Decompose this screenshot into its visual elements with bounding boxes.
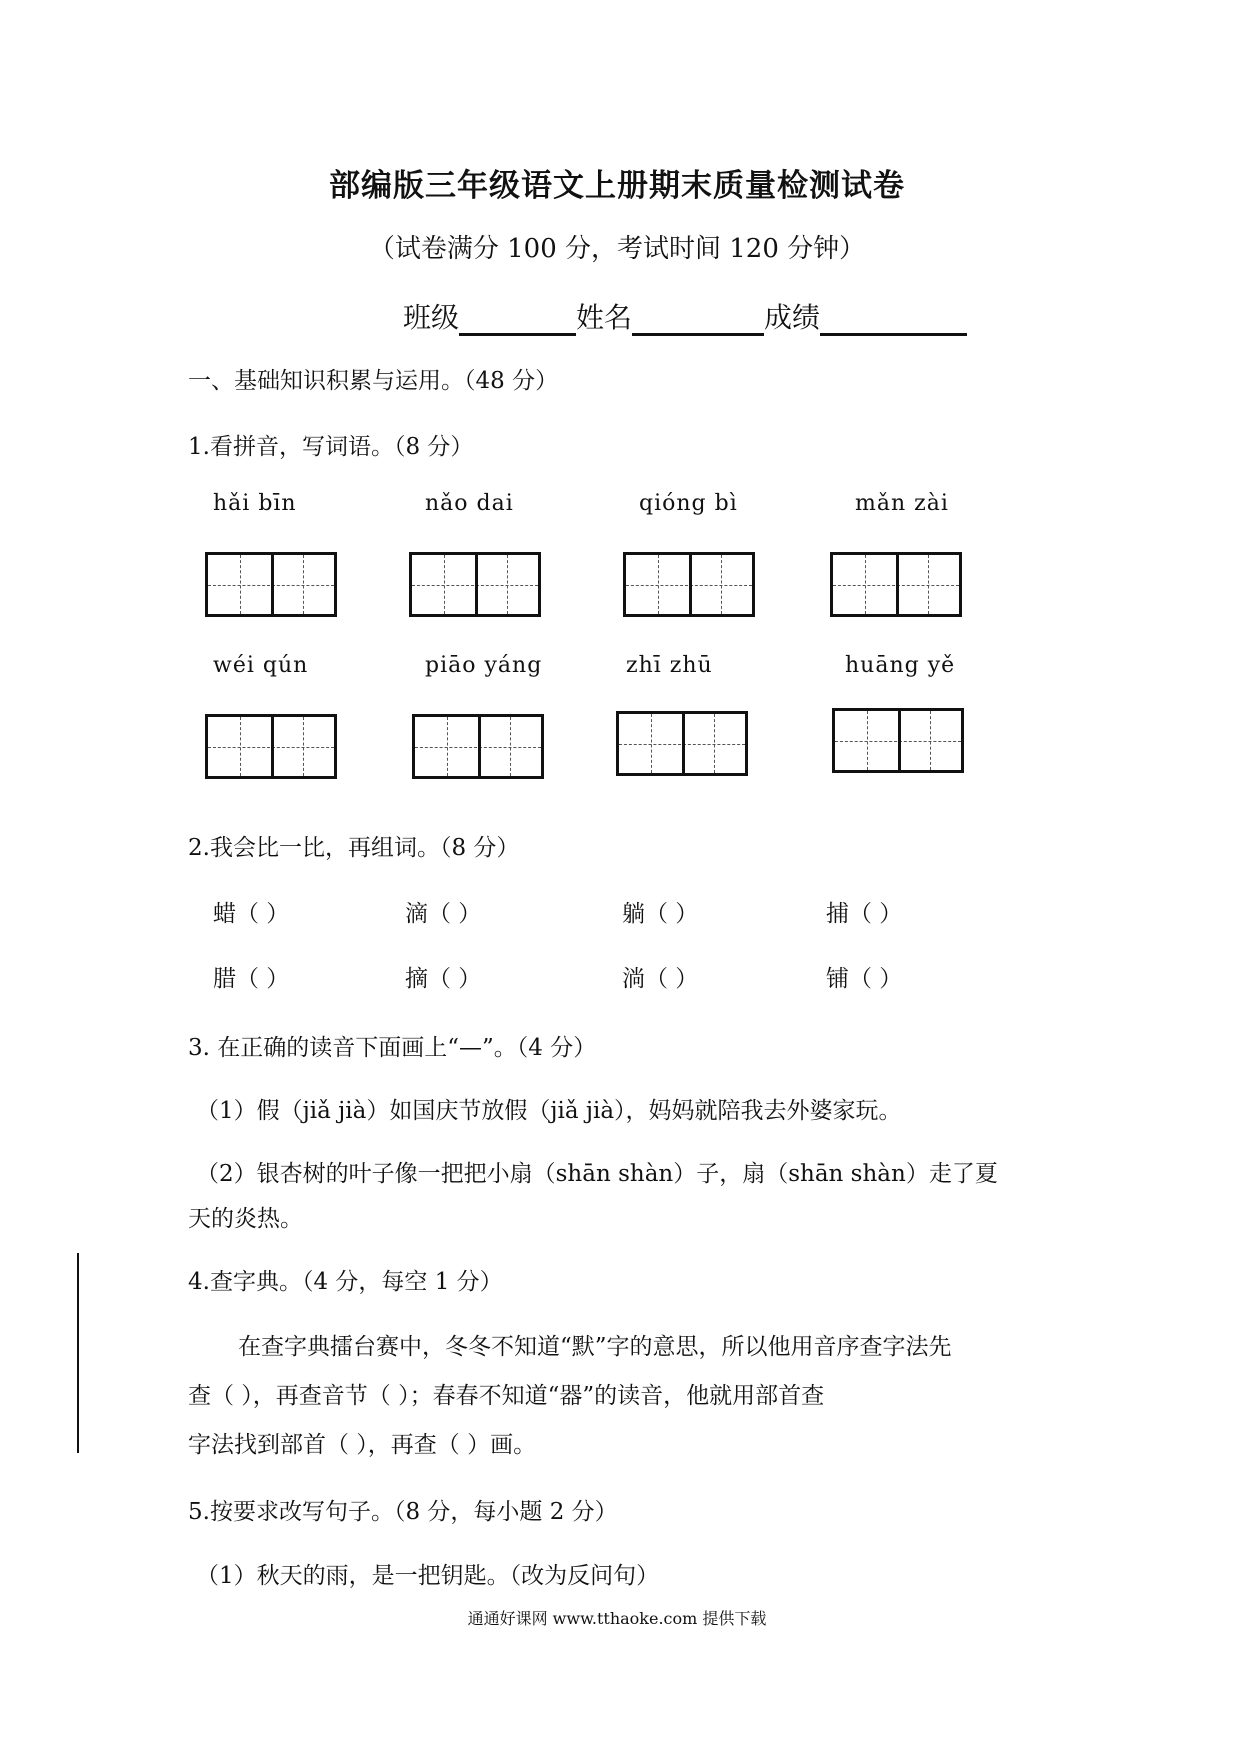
question-2-title: 2.我会比一比，再组词。（8 分） bbox=[188, 835, 520, 861]
class-label: 班级 bbox=[403, 301, 460, 334]
pinyin-5: wéi qún bbox=[213, 653, 309, 678]
writing-grid[interactable] bbox=[205, 552, 337, 617]
question-3-title: 3. 在正确的读音下面画上“—”。（4 分） bbox=[188, 1035, 597, 1061]
word-item: 腊（ ） bbox=[213, 966, 290, 992]
name-label: 姓名 bbox=[576, 301, 633, 334]
word-item: 摘（ ） bbox=[405, 966, 482, 992]
question-3-sentence-2: （2）银杏树的叶子像一把把小扇（shān shàn）子，扇（shān shàn）走了夏 bbox=[196, 1161, 998, 1187]
name-blank[interactable] bbox=[632, 303, 764, 336]
word-item: 躺（ ） bbox=[622, 901, 699, 927]
pinyin-2: nǎo dai bbox=[425, 491, 514, 516]
footer: 通通好课网 www.tthaoke.com 提供下载 bbox=[467, 1609, 767, 1628]
score-blank[interactable] bbox=[820, 303, 967, 336]
question-3-sentence-1: （1）假（jiǎ jià）如国庆节放假（jiǎ jià），妈妈就陪我去外婆家玩。 bbox=[196, 1098, 902, 1124]
student-info bbox=[403, 296, 967, 336]
writing-grid[interactable] bbox=[616, 711, 748, 776]
question-5-sentence-1: （1）秋天的雨，是一把钥匙。（改为反问句） bbox=[196, 1563, 660, 1589]
question-4-paragraph-1: 在查字典擂台赛中，冬冬不知道“默”字的意思，所以他用音序查字法先 bbox=[238, 1334, 952, 1360]
question-4-title: 4.查字典。（4 分，每空 1 分） bbox=[188, 1269, 503, 1295]
word-item: 捕（ ） bbox=[826, 901, 903, 927]
question-4-paragraph-3: 字法找到部首（ ），再查（ ）画。 bbox=[188, 1432, 537, 1458]
pinyin-6: piāo yáng bbox=[425, 653, 543, 678]
word-item: 淌（ ） bbox=[622, 966, 699, 992]
pinyin-8: huāng yě bbox=[845, 653, 956, 678]
pinyin-3: qióng bì bbox=[639, 491, 738, 516]
writing-grid[interactable] bbox=[623, 552, 755, 617]
class-blank[interactable] bbox=[459, 303, 576, 336]
writing-grid[interactable] bbox=[412, 714, 544, 779]
score-label: 成绩 bbox=[764, 301, 821, 334]
question-1-title: 1.看拼音，写词语。（8 分） bbox=[188, 434, 474, 460]
pinyin-1: hǎi bīn bbox=[213, 491, 297, 516]
section-heading: 一、基础知识积累与运用。（48 分） bbox=[188, 368, 559, 394]
margin-line bbox=[77, 1253, 79, 1453]
writing-grid[interactable] bbox=[830, 552, 962, 617]
pinyin-4: mǎn zài bbox=[855, 491, 949, 516]
exam-subtitle: （试卷满分 100 分，考试时间 120 分钟） bbox=[368, 234, 866, 264]
question-3-sentence-2-cont: 天的炎热。 bbox=[188, 1206, 303, 1232]
question-5-title: 5.按要求改写句子。（8 分，每小题 2 分） bbox=[188, 1499, 618, 1525]
page-title: 部编版三年级语文上册期末质量检测试卷 bbox=[329, 168, 905, 204]
word-item: 铺（ ） bbox=[826, 966, 903, 992]
writing-grid[interactable] bbox=[409, 552, 541, 617]
question-4-paragraph-2: 查（ ），再查音节（ ）；春春不知道“器”的读音，他就用部首查 bbox=[188, 1383, 825, 1409]
word-item: 滴（ ） bbox=[405, 901, 482, 927]
writing-grid[interactable] bbox=[832, 708, 964, 773]
pinyin-7: zhī zhū bbox=[626, 653, 713, 678]
writing-grid[interactable] bbox=[205, 714, 337, 779]
word-item: 蜡（ ） bbox=[213, 901, 290, 927]
